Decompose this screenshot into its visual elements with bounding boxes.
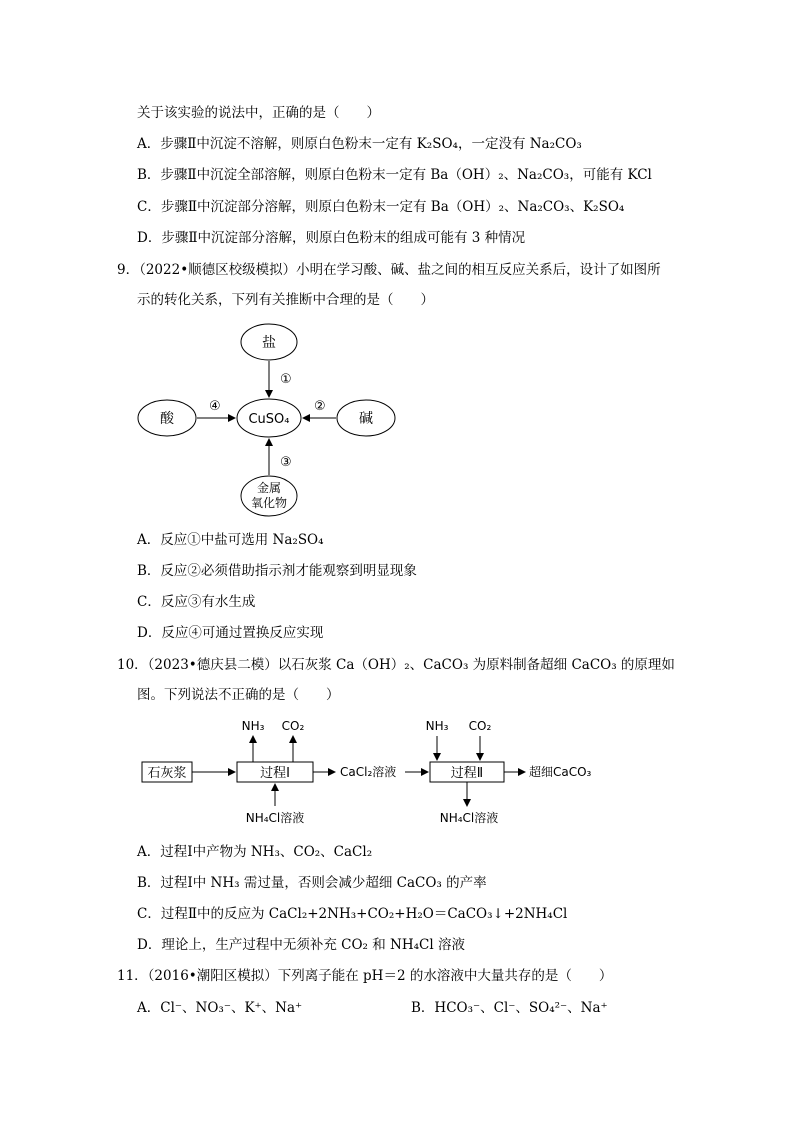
q11-option-b[interactable]: B．HCO₃⁻、Cl⁻、SO₄²⁻、Na⁺ (411, 1000, 608, 1016)
q10-option-c[interactable]: C．过程Ⅱ中的反应为 CaCl₂+2NH₃+CO₂+H₂O＝CaCO₃↓+2NH₄Cl (137, 906, 568, 922)
q9-stem-line1: 9．（2022•顺德区校级模拟）小明在学习酸、碱、盐之间的相互反应关系后，设计了如图所 (117, 262, 661, 278)
q9-option-b[interactable]: B．反应②必须借助指示剂才能观察到明显现象 (137, 563, 417, 579)
q9-conversion-diagram (130, 320, 410, 520)
q8-option-b[interactable]: B．步骤Ⅱ中沉淀全部溶解，则原白色粉末一定有 Ba（OH）₂、Na₂CO₃，可能有 KCl (137, 167, 652, 183)
co2-in-label: CO₂ (468, 719, 492, 733)
q10-stem-line1: 10．（2023•德庆县二模）以石灰浆 Ca（OH）₂、CaCO₃ 为原料制备超细 CaCO₃ 的原理如 (117, 657, 675, 673)
label-2: ② (314, 399, 326, 414)
q9-stem-line2: 示的转化关系，下列有关推断中合理的是（ ） (137, 292, 434, 308)
nh4cl-out-label: NH₄Cl溶液 (439, 811, 499, 825)
salt-label: 盐 (262, 335, 276, 351)
q8-stem-tail: 关于该实验的说法中，正确的是（ ） (137, 105, 380, 121)
q9-option-a[interactable]: A．反应①中盐可选用 Na₂SO₄ (137, 532, 324, 548)
product-label: 超细CaCO₃ (529, 765, 592, 779)
lime-slurry-label: 石灰浆 (147, 766, 187, 781)
acid-label: 酸 (160, 411, 174, 427)
q10-stem-line2: 图。下列说法不正确的是（ ） (137, 687, 340, 703)
q9-option-c[interactable]: C．反应③有水生成 (137, 594, 256, 610)
nh3-in-label: NH₃ (425, 719, 449, 733)
q10-option-b[interactable]: B．过程Ⅰ中 NH₃ 需过量，否则会减少超细 CaCO₃ 的产率 (137, 875, 487, 891)
process2-label: 过程Ⅱ (450, 766, 484, 781)
q10-option-a[interactable]: A．过程Ⅰ中产物为 NH₃、CO₂、CaCl₂ (137, 844, 373, 860)
metal-oxide-label-1: 金属 (256, 481, 282, 495)
q11-stem: 11．（2016•潮阳区模拟）下列离子能在 pH＝2 的水溶液中大量共存的是（ ） (117, 968, 613, 984)
label-4: ④ (209, 399, 221, 414)
cuso4-label: CuSO₄ (248, 412, 290, 427)
q10-option-d[interactable]: D．理论上，生产过程中无须补充 CO₂ 和 NH₄Cl 溶液 (137, 937, 465, 953)
base-label: 碱 (359, 411, 373, 427)
q8-option-c[interactable]: C．步骤Ⅱ中沉淀部分溶解，则原白色粉末一定有 Ba（OH）₂、Na₂CO₃、K₂SO₄ (137, 199, 625, 215)
nh4cl-in-label: NH₄Cl溶液 (245, 811, 305, 825)
q8-option-d[interactable]: D．步骤Ⅱ中沉淀部分溶解，则原白色粉末的组成可能有 3 种情况 (137, 230, 526, 246)
q11-option-a[interactable]: A．Cl⁻、NO₃⁻、K⁺、Na⁺ (137, 1000, 303, 1016)
label-1: ① (280, 372, 292, 387)
q10-process-diagram (135, 712, 615, 834)
process1-label: 过程Ⅰ (260, 766, 290, 781)
co2-out-label: CO₂ (281, 719, 305, 733)
nh3-out-label: NH₃ (241, 719, 265, 733)
cacl2-label: CaCl₂溶液 (340, 765, 397, 779)
q8-option-a[interactable]: A．步骤Ⅱ中沉淀不溶解，则原白色粉末一定有 K₂SO₄，一定没有 Na₂CO₃ (137, 136, 582, 152)
metal-oxide-label-2: 氧化物 (250, 496, 288, 510)
q9-option-d[interactable]: D．反应④可通过置换反应实现 (137, 625, 324, 641)
label-3: ③ (280, 455, 292, 470)
